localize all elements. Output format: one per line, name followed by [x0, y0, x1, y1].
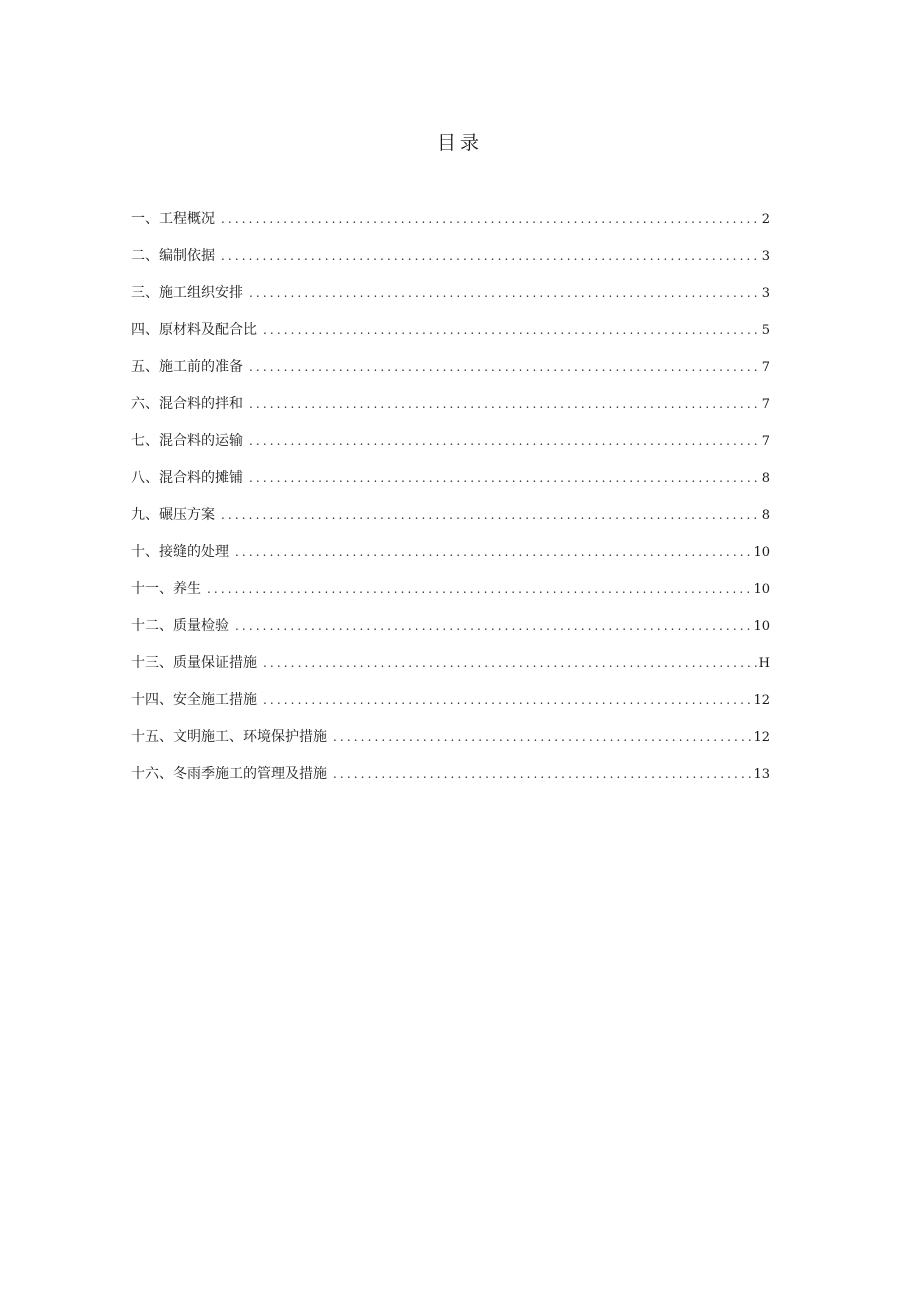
toc-entry-page-number: 2 — [761, 212, 770, 227]
toc-entry[interactable] — [131, 431, 770, 468]
toc-entry[interactable] — [131, 653, 770, 690]
toc-entry[interactable] — [131, 542, 770, 579]
dot-leader — [221, 209, 760, 229]
toc-entry-page-number: 12 — [753, 730, 770, 745]
toc-entry[interactable] — [131, 727, 770, 764]
toc-entry-page-number: 7 — [761, 397, 770, 412]
dot-leader — [333, 764, 751, 784]
toc-entry-page-number: 12 — [753, 693, 770, 708]
toc-entry-label: 七、混合料的运输 — [131, 433, 243, 449]
toc-entry[interactable] — [131, 690, 770, 727]
toc-entry-page-number: 10 — [753, 619, 770, 634]
toc-entry-label: 十六、冬雨季施工的管理及措施 — [131, 766, 327, 782]
dot-leader — [235, 616, 751, 636]
toc-entry-label: 六、混合料的拌和 — [131, 396, 243, 412]
toc-entry-label: 四、原材料及配合比 — [131, 322, 257, 338]
dot-leader — [263, 653, 757, 673]
toc-entry-page-number: 3 — [761, 249, 770, 264]
toc-entry[interactable] — [131, 394, 770, 431]
dot-leader — [249, 357, 760, 377]
dot-leader — [207, 579, 751, 599]
toc-entry-page-number: 10 — [753, 545, 770, 560]
toc-entry[interactable] — [131, 320, 770, 357]
dot-leader — [263, 690, 751, 710]
toc-entry-page-number: 3 — [761, 286, 770, 301]
toc-entry[interactable] — [131, 357, 770, 394]
toc-entry[interactable] — [131, 209, 770, 246]
dot-leader — [235, 542, 751, 562]
toc-entry-page-number: 7 — [761, 434, 770, 449]
toc-entry-page-number: 10 — [753, 582, 770, 597]
toc-entry-label: 三、施工组织安排 — [131, 285, 243, 301]
dot-leader — [249, 283, 760, 303]
dot-leader — [333, 727, 751, 747]
toc-entry-label: 十二、质量检验 — [131, 618, 229, 634]
toc-entry-label: 十四、安全施工措施 — [131, 692, 257, 708]
dot-leader — [249, 394, 760, 414]
toc-entry-page-number: H — [758, 656, 770, 671]
toc-entry-label: 十、接缝的处理 — [131, 544, 229, 560]
toc-entry-label: 八、混合料的摊铺 — [131, 470, 243, 486]
toc-entry[interactable] — [131, 283, 770, 320]
toc-entry[interactable] — [131, 246, 770, 283]
toc-entry-label: 十三、质量保证措施 — [131, 655, 257, 671]
toc-entry[interactable] — [131, 616, 770, 653]
toc-entry-page-number: 8 — [761, 471, 770, 486]
toc-entry-page-number: 7 — [761, 360, 770, 375]
toc-entry[interactable] — [131, 764, 770, 801]
toc-title: 目录 — [436, 132, 483, 154]
dot-leader — [263, 320, 760, 340]
toc-entry-page-number: 5 — [761, 323, 770, 338]
toc-entry-label: 十五、文明施工、环境保护措施 — [131, 729, 327, 745]
toc-entry-label: 二、编制依据 — [131, 248, 215, 264]
table-of-contents — [131, 209, 770, 801]
dot-leader — [249, 468, 760, 488]
toc-entry-page-number: 13 — [753, 767, 770, 782]
dot-leader — [221, 246, 760, 266]
toc-entry[interactable] — [131, 505, 770, 542]
toc-entry-label: 一、工程概况 — [131, 211, 215, 227]
dot-leader — [249, 431, 760, 451]
toc-entry-page-number: 8 — [761, 508, 770, 523]
toc-entry-label: 五、施工前的准备 — [131, 359, 243, 375]
toc-entry[interactable] — [131, 468, 770, 505]
dot-leader — [221, 505, 760, 525]
toc-entry[interactable] — [131, 579, 770, 616]
toc-entry-label: 十一、养生 — [131, 581, 201, 597]
toc-entry-label: 九、碾压方案 — [131, 507, 215, 523]
